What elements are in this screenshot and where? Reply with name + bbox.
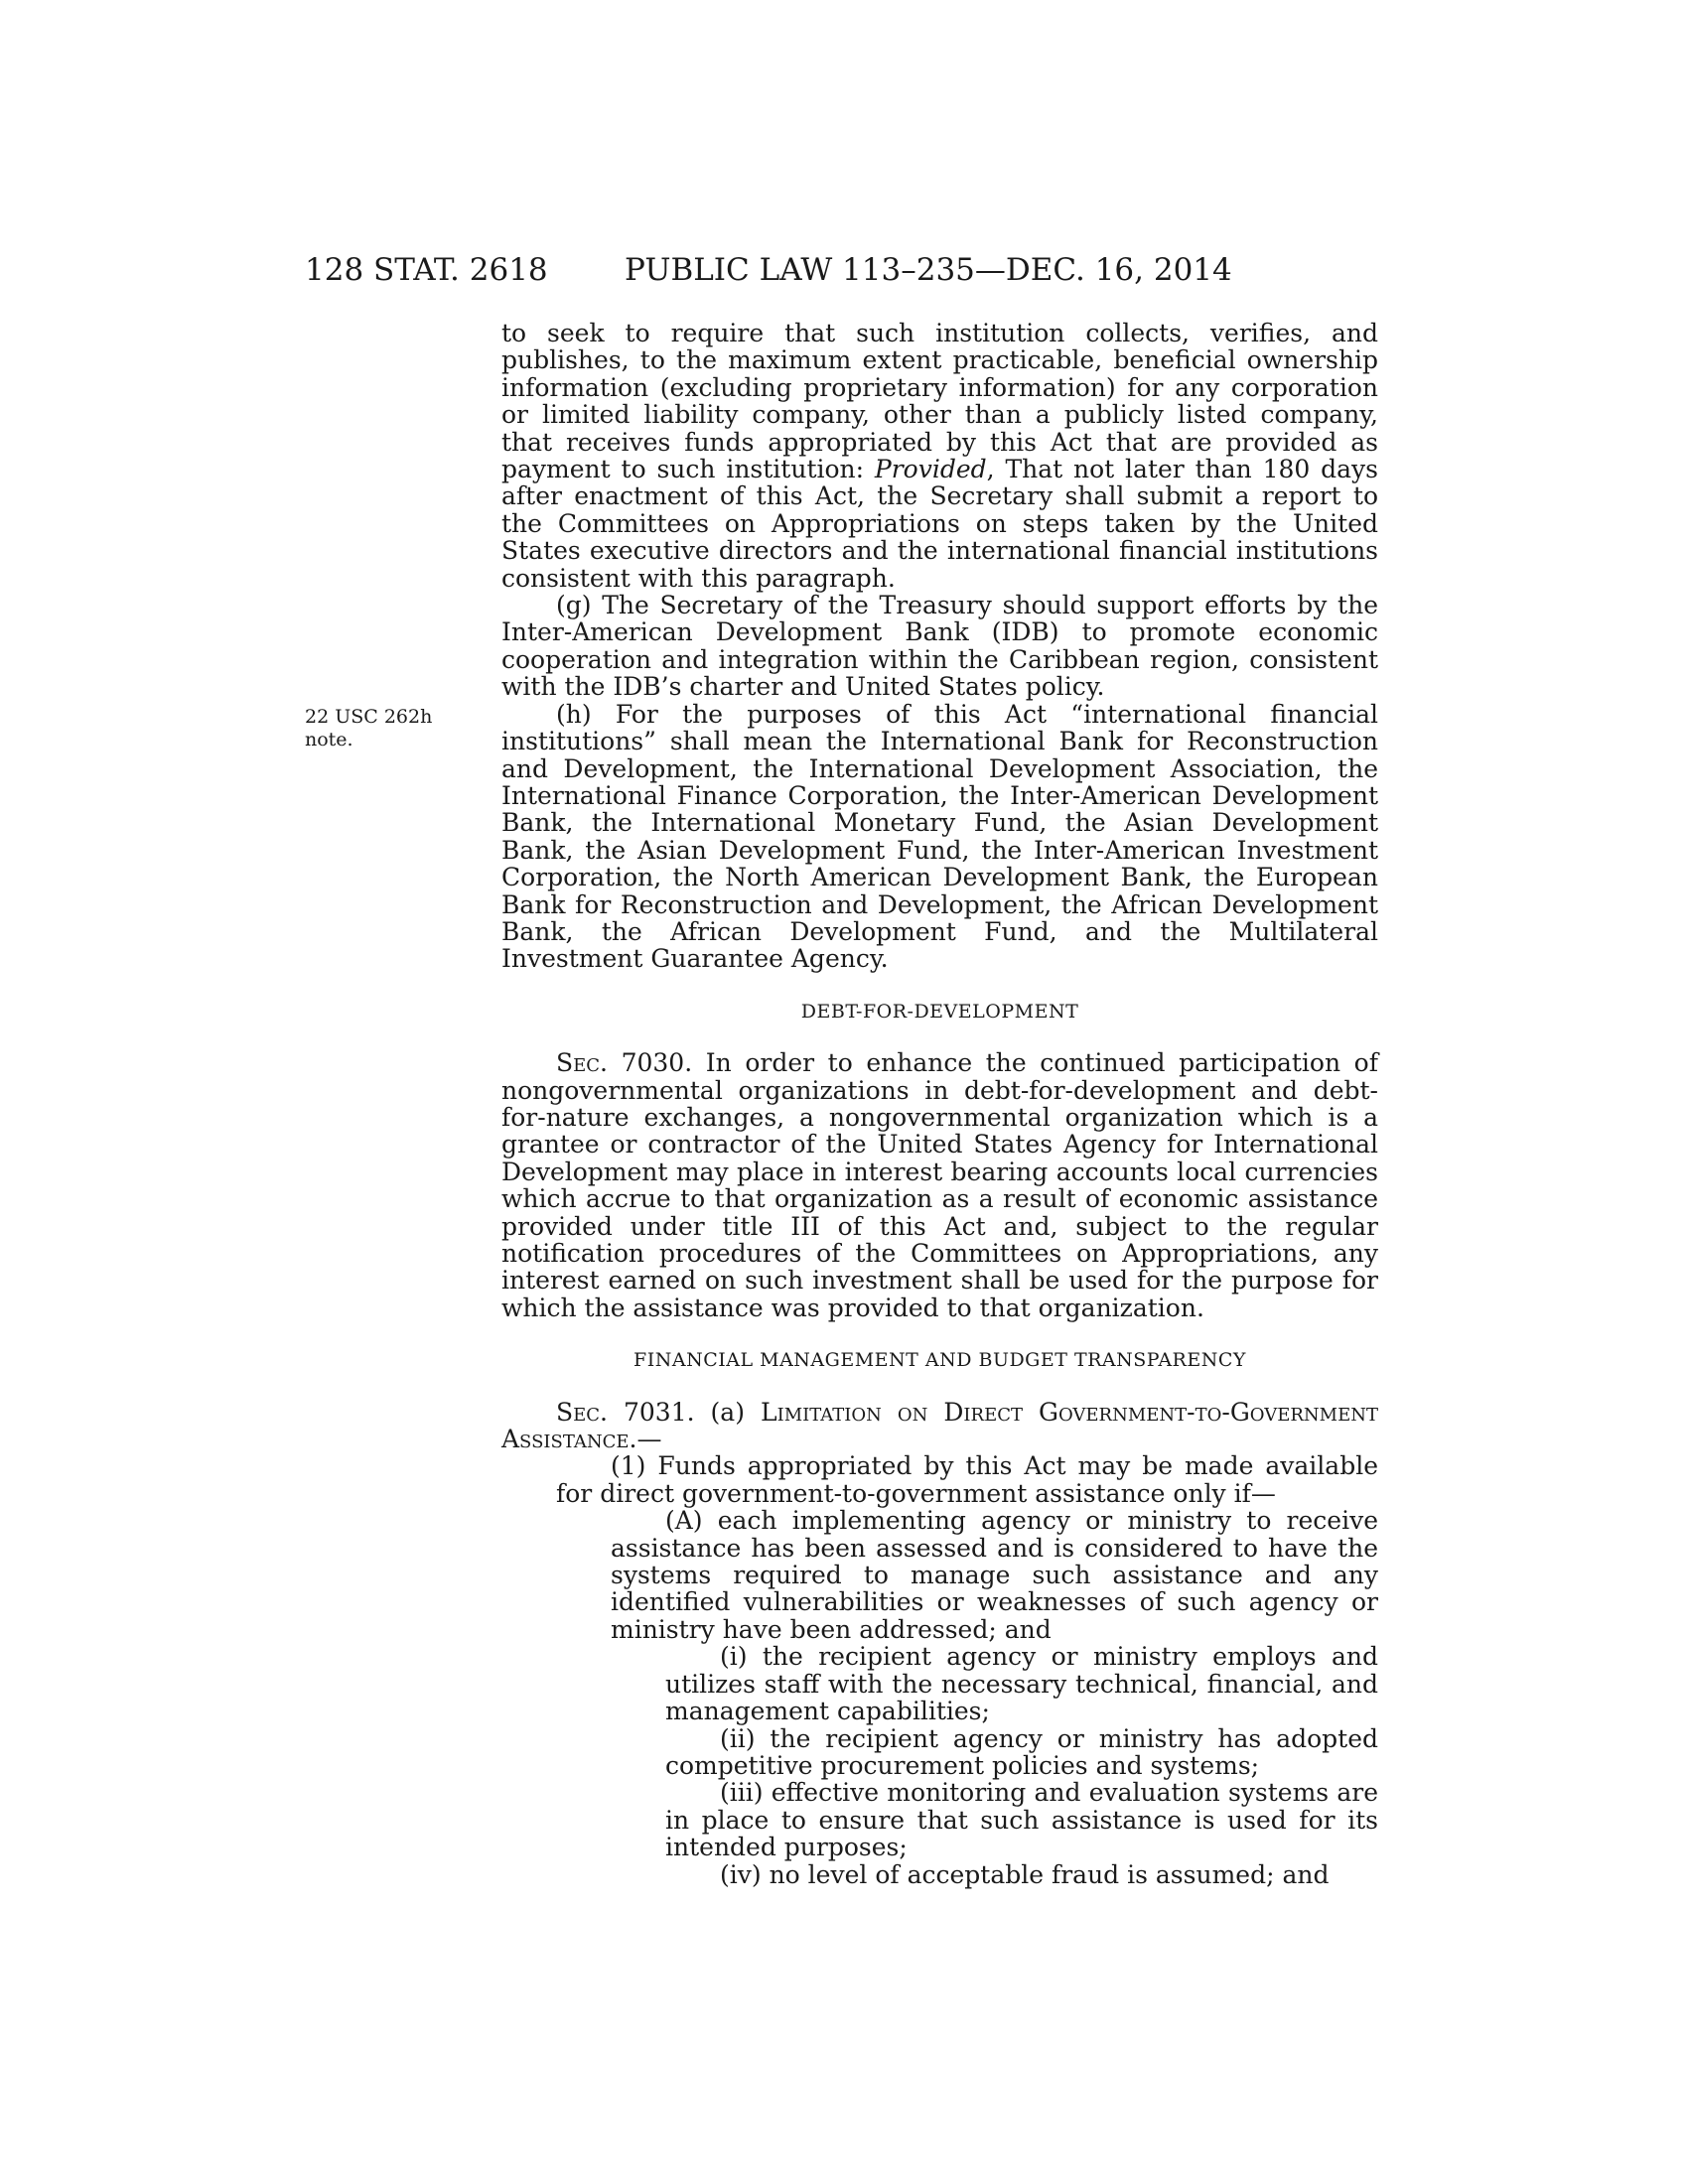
clause-i: (i) the recipient agency or ministry employs and utilizes staff with the necessary technical, financial, and management capabilities; [665, 1642, 1378, 1726]
section-heading-financial: FINANCIAL MANAGEMENT AND BUDGET TRANSPARENCY [633, 1349, 1246, 1372]
section-heading-debt: DEBT-FOR-DEVELOPMENT [800, 1000, 1079, 1023]
clause-iv: (iv) no level of acceptable fraud is assumed; and [720, 1859, 1330, 1889]
statute-page-number: 128 STAT. 2618 [305, 252, 548, 288]
paragraph-text: , That not later than 180 days after enactment of this Act, the Secretary shall submit a report to the Committees on Appropriations on steps taken by the United States executive directors and the international financial institutions consistent with this paragraph. [501, 455, 1378, 593]
margin-note-citation: 22 USC 262h [305, 706, 433, 728]
body-text [501, 320, 1378, 1888]
section-7031-a [501, 1399, 1378, 1453]
paragraph-1: (1) Funds appropriated by this Act may be made available for direct government-to-government assistance only if— [556, 1451, 1378, 1508]
provided-italic: Provided [874, 455, 987, 484]
paragraph-f-continuation [501, 320, 1378, 592]
section-7030 [501, 1049, 1378, 1321]
section-label: Sec. [556, 1397, 608, 1427]
paragraph-h: (h) For the purposes of this Act “international financial institutions” shall mean the International Bank for Reconstruction and Development, the International Development Association, the International Finance Corporation, the Inter-American Development Bank, the International Monetary Fund, the Asian Development Bank, the Asian Development Fund, the Inter-American Investment Corporation, the North American Development Bank, the European Bank for Reconstruction and Development, the African Development Bank, the African Development Fund, and the Multilateral Investment Guarantee Agency. [501, 699, 1378, 974]
subsection-heading: Limitation on Direct Government-to-Government Assistance.— [501, 1397, 1379, 1454]
page-header [305, 250, 1377, 290]
section-number: 7031. (a) [624, 1397, 745, 1427]
public-law-title: PUBLIC LAW 113–235—DEC. 16, 2014 [625, 252, 1232, 288]
clause-iii: (iii) effective monitoring and evaluation systems are in place to ensure that such assistance is used for its intended purposes; [665, 1778, 1378, 1862]
section-number: 7030. [621, 1048, 693, 1078]
section-text: In order to enhance the continued participation of nongovernmental organizations in debt-for-development and debt-for-nature exchanges, a nongovernmental organization which is a grantee or contractor of the United States Agency for International Development may place in interest bearing accounts local currencies which accrue to that organization as a result of economic assistance provided under title III of this Act and, subject to the regular notification procedures of the Committees on Appropriations, any interest earned on such investment shall be used for the purpose for which the assistance was provided to that organization. [501, 1048, 1378, 1322]
clause-ii: (ii) the recipient agency or ministry has adopted competitive procurement policies and systems; [665, 1723, 1378, 1780]
section-label: Sec. [556, 1048, 608, 1078]
margin-note-label: note. [305, 729, 353, 751]
subparagraph-A: (A) each implementing agency or ministry to receive assistance has been assessed and is considered to have the systems required to manage such assistance and any identified vulnerabilities or weaknesses of such agency or ministry have been addressed; and [611, 1506, 1378, 1644]
margin-note [305, 706, 454, 751]
paragraph-g: (g) The Secretary of the Treasury should support efforts by the Inter-American Development Bank (IDB) to promote economic cooperation and integration within the Caribbean region, consistent with the IDB’s charter and United States policy. [501, 591, 1378, 702]
paragraph-text: to seek to require that such institution collects, verifies, and publishes, to the maximum extent practicable, beneficial ownership information (excluding proprietary information) for any corporation or limited liability company, other than a publicly listed company, that receives funds appropriated by this Act that are provided as payment to such institution: [501, 319, 1378, 484]
